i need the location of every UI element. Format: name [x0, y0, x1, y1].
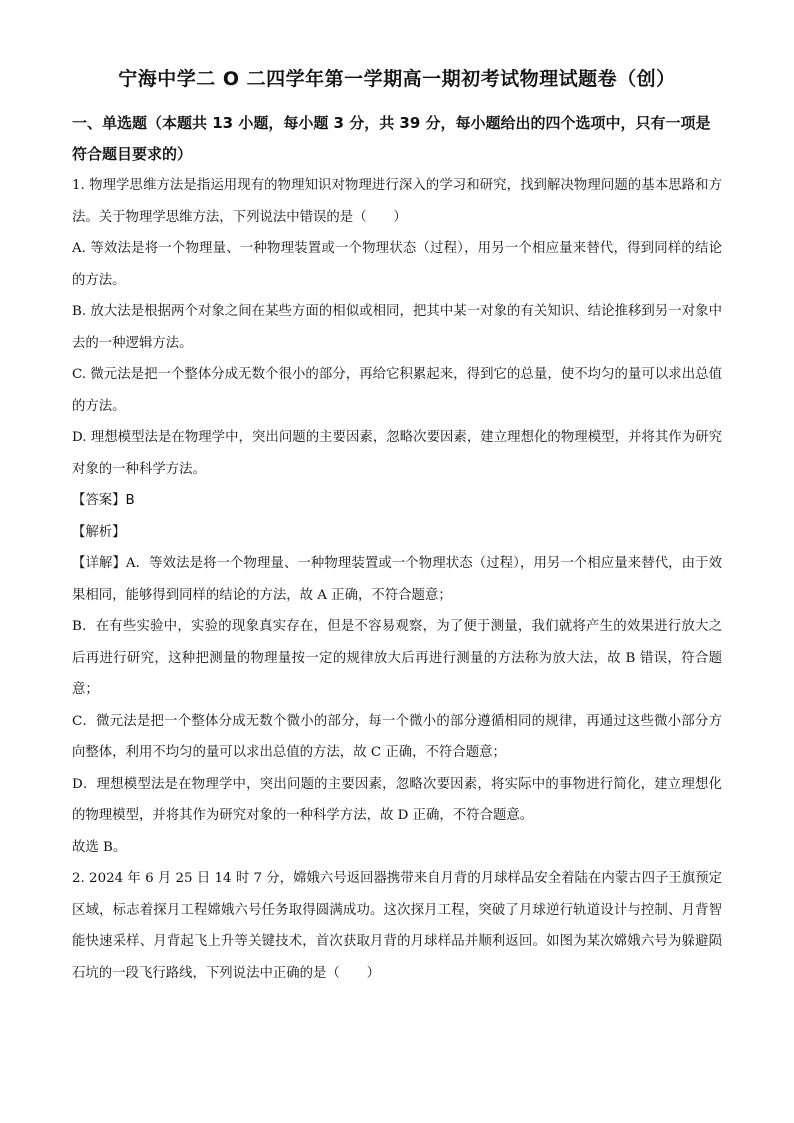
- question-1-option-a: A. 等效法是将一个物理量、一种物理装置或一个物理状态（过程），用另一个相应量来替代，得到同样的结论的方法。: [72, 241, 722, 288]
- conclusion-line: 故选 B。: [72, 839, 127, 855]
- detail-c: C．微元法是把一个整体分成无数个微小的部分，每一个微小的部分遵循相同的规律，再通过这些微小部分方向整体，利用不均匀的量可以求出总值的方法，故 C 正确，不符合题意；: [72, 713, 722, 760]
- detail-d: D．理想模型法是在物理学中，突出问题的主要因素，忽略次要因素，将实际中的事物进行简化，建立理想化的物理模型，并将其作为研究对象的一种科学方法，故 D 正确，不符合题意。: [72, 776, 722, 823]
- section-heading: 一、单选题（本题共 13 小题，每小题 3 分，共 39 分，每小题给出的四个选项中，只有一项是符合题目要求的）: [72, 114, 711, 163]
- question-1-option-c: C. 微元法是把一个整体分成无数个很小的部分，再给它积累起来，得到它的总量，使不均匀的量可以求出总值的方法。: [72, 367, 722, 414]
- detail-b: B．在有些实验中，实验的现象真实存在，但是不容易观察，为了便于测量，我们就将产生的效果进行放大之后再进行研究，这种把测量的物理量按一定的规律放大后再进行测量的方法称为放大法，故 B 错误，符合题意；: [72, 619, 722, 697]
- analysis-label: 【解析】: [72, 524, 126, 540]
- question-body: [72, 170, 722, 989]
- answer-line: 【答案】B: [72, 493, 135, 508]
- question-1-option-d: D. 理想模型法是在物理学中，突出问题的主要因素，忽略次要因素，建立理想化的物理模型，并将其作为研究对象的一种科学方法。: [72, 430, 722, 477]
- question-1-stem: 1. 物理学思维方法是指运用现有的物理知识对物理进行深入的学习和研究，找到解决物理问题的基本思路和方法。关于物理学思维方法，下列说法中错误的是（ ）: [72, 178, 722, 225]
- page-title: 宁海中学二 O 二四学年第一学期高一期初考试物理试题卷（创）: [118, 68, 676, 90]
- question-2-stem: 2. 2024 年 6 月 25 日 14 时 7 分，嫦娥六号返回器携带来自月背的月球样品安全着陆在内蒙古四子王旗预定区域，标志着探月工程嫦娥六号任务取得圆满成功。这次探月工程，突破了月球逆行轨道设计与控制、月背智能快速采样、月背起飞上升等关键技术，首次获取月背的月球样品并顺利返回。如图为某次嫦娥六号为躲避陨石坑的一段飞行路线，下列说法中正确的是（ ）: [72, 871, 722, 981]
- detail-a: 【详解】A．等效法是将一个物理量、一种物理装置或一个物理状态（过程），用另一个相应量来替代，由于效果相同，能够得到同样的结论的方法，故 A 正确，不符合题意；: [72, 556, 722, 603]
- question-1-option-b: B. 放大法是根据两个对象之间在某些方面的相似或相同，把其中某一对象的有关知识、结论推移到另一对象中去的一种逻辑方法。: [72, 304, 722, 351]
